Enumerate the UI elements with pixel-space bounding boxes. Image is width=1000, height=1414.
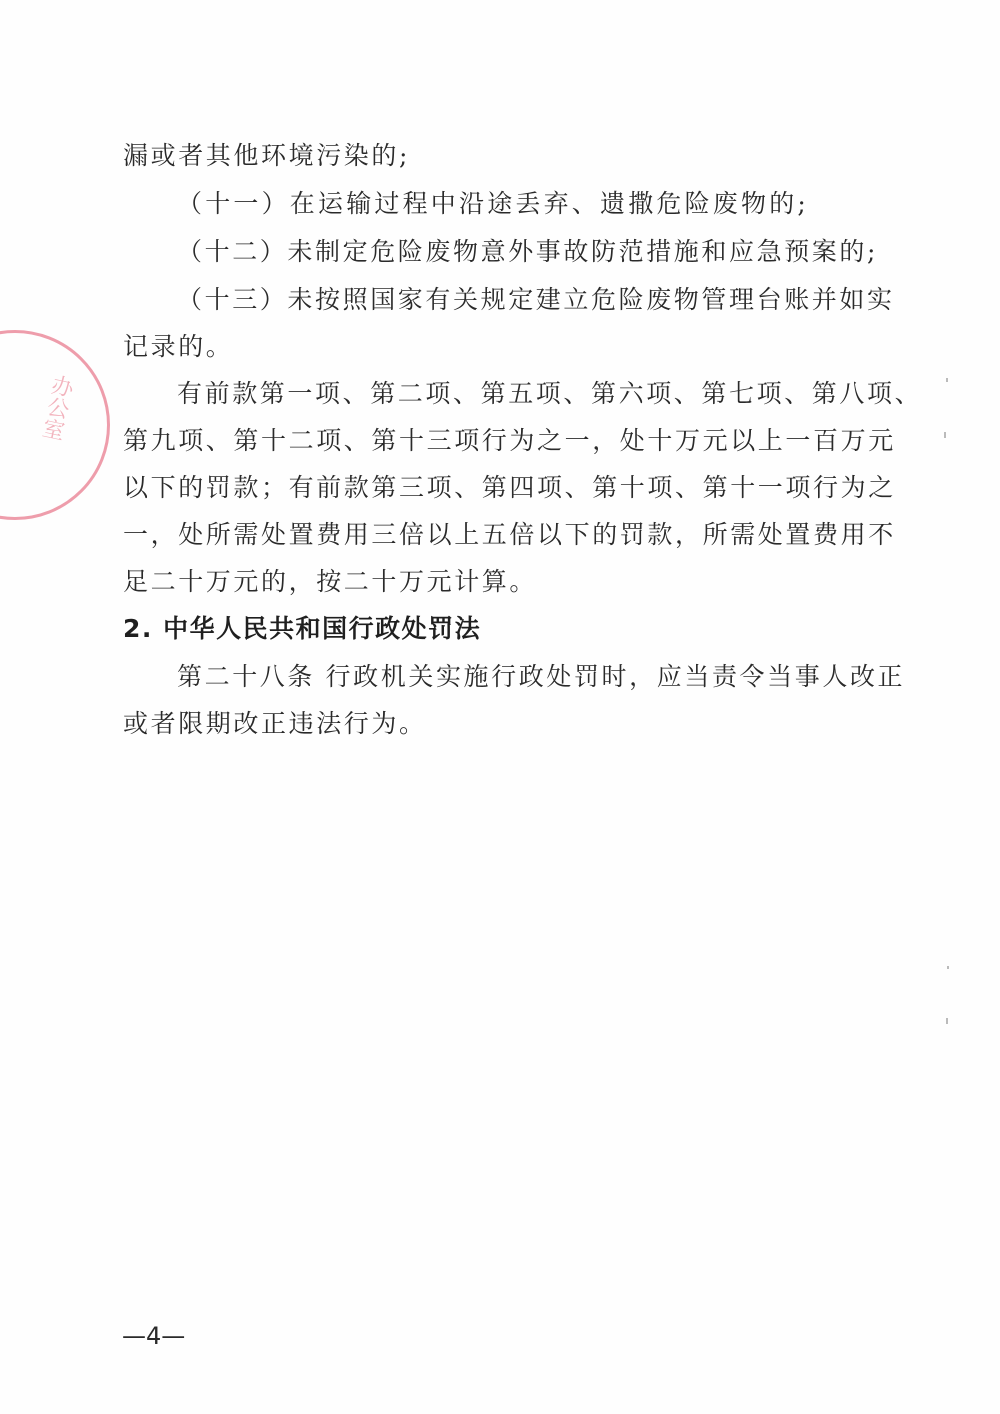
scan-speck: [946, 1018, 948, 1024]
paragraph-line: 漏或者其他环境污染的;: [123, 141, 411, 170]
list-item-11: （十一）在运输过程中沿途丢弃、遗撒危险废物的;: [177, 189, 810, 218]
paragraph-line: 记录的。: [123, 332, 234, 361]
penalty-paragraph-line: 足二十万元的，按二十万元计算。: [123, 567, 538, 596]
list-item-12: （十二）未制定危险废物意外事故防范措施和应急预案的;: [177, 237, 879, 266]
article-line: 或者限期改正违法行为。: [123, 709, 427, 738]
penalty-paragraph-line: 以下的罚款；有前款第三项、第四项、第十项、第十一项行为之: [123, 473, 896, 502]
list-item-13: （十三）未按照国家有关规定建立危险废物管理台账并如实: [177, 285, 895, 314]
scan-speck: [947, 966, 949, 969]
scan-speck: [946, 378, 948, 382]
article-line: 第二十八条 行政机关实施行政处罚时，应当责令当事人改正: [177, 662, 906, 691]
scan-speck: [944, 432, 946, 438]
penalty-paragraph-line: 有前款第一项、第二项、第五项、第六项、第七项、第八项、: [177, 379, 923, 408]
penalty-paragraph-line: 第九项、第十二项、第十三项行为之一，处十万元以上一百万元: [123, 426, 896, 455]
official-seal-stamp: [0, 330, 110, 520]
page-number: —4—: [122, 1322, 186, 1350]
penalty-paragraph-line: 一，处所需处置费用三倍以上五倍以下的罚款，所需处置费用不: [123, 520, 896, 549]
section-heading: 2. 中华人民共和国行政处罚法: [123, 614, 482, 643]
seal-text: 办公室: [37, 372, 76, 443]
